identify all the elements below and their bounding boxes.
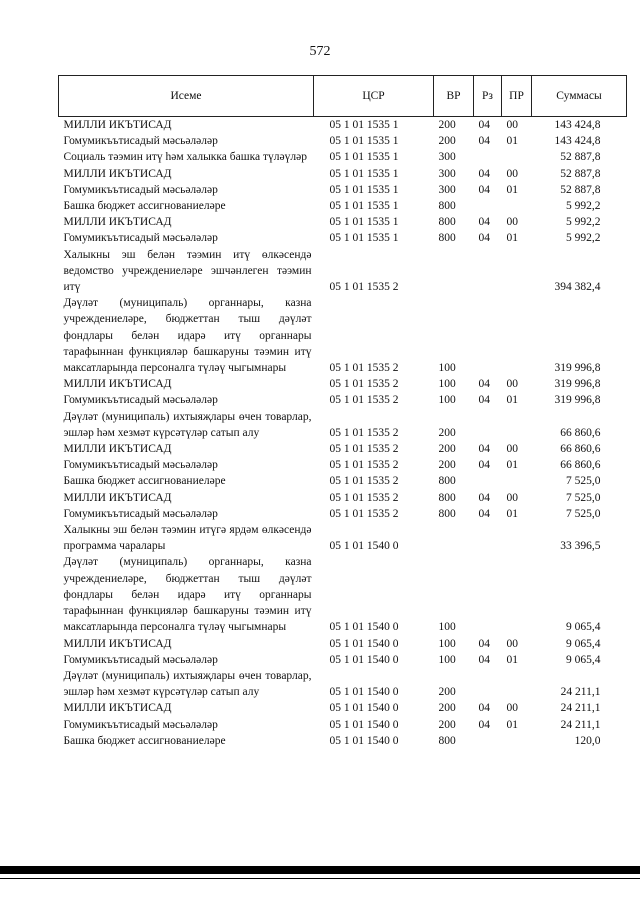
cell-vr: 200 [438, 686, 456, 699]
header-pr: ПР [502, 76, 532, 117]
cell-name: Дәүләт (муниципаль) органнары, казна учреждениеләре, бюджеттан тыш дәүләт фондлары белән идарә итү органнары тарафыннан функцияләр башкаруны тәэмин итү максатларында персоналга түләү чыгымнары [63, 556, 312, 634]
cell-sum: 9 065,4 [566, 621, 601, 634]
cell-csr: 05 1 01 1535 2 [329, 362, 399, 375]
cell-csr: 05 1 01 1535 2 [329, 443, 399, 456]
cell-vr: 800 [438, 491, 456, 504]
cell-csr: 05 1 01 1535 1 [329, 135, 399, 148]
cell-pr: 01 [506, 394, 518, 407]
table-row [59, 133, 627, 149]
cell-rz [474, 473, 502, 489]
cell-vr: 100 [438, 362, 456, 375]
cell-csr: 05 1 01 1535 1 [329, 232, 399, 245]
cell-vr [434, 522, 474, 554]
cell-csr: 05 1 01 1540 0 [329, 686, 399, 699]
cell-name: Социаль тәэмин итү һәм халыкка башка түләүләр [63, 151, 307, 164]
cell-name: Дәүләт (муниципаль) органнары, казна учреждениеләре, бюджеттан тыш дәүләт фондлары белән идарә итү органнары тарафыннан функцияләр башкаруны тәэмин итү максатларында персоналга түләү чыгымнары [63, 297, 312, 375]
table-row [59, 700, 627, 716]
table-row [59, 473, 627, 489]
cell-vr: 800 [438, 232, 456, 245]
header-name: Исеме [59, 76, 314, 117]
cell-vr: 100 [438, 653, 456, 666]
cell-sum: 5 992,2 [566, 200, 601, 213]
cell-vr: 100 [438, 637, 456, 650]
cell-name: МИЛЛИ ИКЪТИСАД [63, 119, 172, 131]
cell-rz: 04 [478, 507, 490, 520]
cell-csr: 05 1 01 1535 1 [329, 167, 399, 180]
cell-vr: 800 [438, 507, 456, 520]
cell-rz [474, 522, 502, 554]
cell-pr [502, 247, 532, 296]
cell-vr: 200 [438, 119, 456, 131]
table-row [59, 506, 627, 522]
cell-csr: 05 1 01 1535 2 [329, 491, 399, 504]
cell-pr: 01 [506, 507, 518, 520]
cell-sum: 24 211,1 [560, 702, 601, 715]
cell-vr: 800 [438, 200, 456, 213]
cell-rz [474, 149, 502, 165]
table-row [59, 522, 627, 554]
cell-csr: 05 1 01 1535 1 [329, 119, 399, 131]
cell-rz [474, 733, 502, 749]
table-row [59, 117, 627, 134]
cell-rz: 04 [478, 394, 490, 407]
cell-csr: 05 1 01 1540 0 [329, 540, 399, 553]
cell-csr: 05 1 01 1540 0 [329, 621, 399, 634]
cell-sum: 5 992,2 [566, 232, 601, 245]
cell-sum: 143 424,8 [554, 135, 601, 148]
cell-csr: 05 1 01 1540 0 [329, 734, 399, 747]
cell-vr: 200 [438, 702, 456, 715]
table-row [59, 733, 627, 749]
table-row [59, 668, 627, 700]
cell-pr: 00 [506, 637, 518, 650]
cell-pr [502, 522, 532, 554]
cell-vr [434, 247, 474, 296]
cell-name: Гомумикъътисадый мәсьәләләр [63, 653, 218, 666]
cell-vr: 800 [438, 475, 456, 488]
header-rz: Рз [474, 76, 502, 117]
cell-sum: 33 396,5 [560, 540, 601, 553]
table-header-row [59, 76, 627, 117]
table-row [59, 149, 627, 165]
table-row [59, 392, 627, 408]
cell-name: Гомумикъътисадый мәсьәләләр [63, 135, 218, 148]
budget-table [58, 75, 627, 749]
table-row [59, 376, 627, 392]
cell-vr: 200 [438, 426, 456, 439]
cell-csr: 05 1 01 1535 2 [329, 378, 399, 391]
bottom-border-thick [0, 866, 640, 874]
cell-pr: 00 [506, 702, 518, 715]
table-row [59, 409, 627, 441]
cell-rz [474, 668, 502, 700]
cell-vr: 100 [438, 378, 456, 391]
cell-pr: 01 [506, 183, 518, 196]
cell-sum: 52 887,8 [560, 151, 601, 164]
cell-csr: 05 1 01 1540 0 [329, 718, 399, 731]
cell-rz: 04 [478, 443, 490, 456]
cell-sum: 7 525,0 [566, 491, 601, 504]
cell-rz: 04 [478, 216, 490, 229]
cell-csr: 05 1 01 1535 2 [329, 459, 399, 472]
cell-name: Гомумикъътисадый мәсьәләләр [63, 232, 218, 245]
cell-sum: 24 211,1 [560, 686, 601, 699]
cell-name: МИЛЛИ ИКЪТИСАД [63, 216, 172, 229]
cell-name: Гомумикъътисадый мәсьәләләр [63, 394, 218, 407]
table-row [59, 230, 627, 246]
cell-pr: 00 [506, 443, 518, 456]
cell-vr: 300 [438, 151, 456, 164]
cell-pr [502, 473, 532, 489]
cell-sum: 7 525,0 [566, 475, 601, 488]
cell-name: Халыкны эш белән тәэмин итүгә ярдәм өлкәсендә программа чаралары [63, 524, 312, 553]
cell-name: Гомумикъътисадый мәсьәләләр [63, 718, 218, 731]
cell-sum: 66 860,6 [560, 426, 601, 439]
cell-csr: 05 1 01 1535 2 [329, 475, 399, 488]
cell-sum: 66 860,6 [560, 443, 601, 456]
cell-rz [474, 409, 502, 441]
table-row [59, 554, 627, 635]
cell-name: МИЛЛИ ИКЪТИСАД [63, 637, 172, 650]
cell-sum: 66 860,6 [560, 459, 601, 472]
cell-csr: 05 1 01 1540 0 [329, 637, 399, 650]
table-row [59, 214, 627, 230]
cell-vr: 200 [438, 459, 456, 472]
cell-rz: 04 [478, 491, 490, 504]
cell-rz: 04 [478, 167, 490, 180]
cell-name: МИЛЛИ ИКЪТИСАД [63, 167, 172, 180]
table-row [59, 295, 627, 376]
cell-rz [474, 247, 502, 296]
cell-csr: 05 1 01 1540 0 [329, 702, 399, 715]
cell-rz: 04 [478, 119, 490, 131]
cell-sum: 5 992,2 [566, 216, 601, 229]
cell-rz [474, 554, 502, 635]
budget-table-container [58, 75, 626, 749]
cell-csr: 05 1 01 1540 0 [329, 653, 399, 666]
cell-sum: 120,0 [574, 734, 601, 747]
table-row [59, 490, 627, 506]
cell-pr: 01 [506, 653, 518, 666]
cell-name: Гомумикъътисадый мәсьәләләр [63, 459, 218, 472]
cell-pr [502, 733, 532, 749]
table-row [59, 652, 627, 668]
cell-sum: 319 996,8 [554, 362, 601, 375]
cell-rz: 04 [478, 637, 490, 650]
table-row [59, 166, 627, 182]
table-row [59, 198, 627, 214]
cell-pr [502, 668, 532, 700]
cell-name: Дәүләт (муниципаль) ихтыяҗлары өчен товарлар, эшләр һәм хезмәт күрсәтүләр сатып алу [63, 669, 312, 699]
cell-rz: 04 [478, 135, 490, 148]
cell-rz: 04 [478, 653, 490, 666]
cell-csr: 05 1 01 1535 1 [329, 183, 399, 196]
cell-pr [502, 295, 532, 376]
cell-vr: 800 [438, 734, 456, 747]
cell-pr: 00 [506, 216, 518, 229]
table-row [59, 636, 627, 652]
cell-vr: 200 [438, 135, 456, 148]
cell-vr: 800 [438, 216, 456, 229]
cell-pr: 00 [506, 378, 518, 391]
cell-csr: 05 1 01 1535 1 [329, 200, 399, 213]
cell-sum: 52 887,8 [560, 167, 601, 180]
table-row [59, 182, 627, 198]
bottom-border-thin [0, 878, 640, 879]
cell-pr: 01 [506, 459, 518, 472]
cell-csr: 05 1 01 1535 2 [329, 426, 399, 439]
table-row [59, 457, 627, 473]
header-sum: Суммасы [532, 76, 627, 117]
table-row [59, 717, 627, 733]
cell-vr: 200 [438, 718, 456, 731]
page-number: 572 [309, 44, 331, 59]
cell-csr: 05 1 01 1535 2 [329, 281, 399, 294]
cell-sum: 319 996,8 [554, 378, 601, 391]
cell-pr [502, 554, 532, 635]
cell-pr: 01 [506, 232, 518, 245]
cell-csr: 05 1 01 1535 2 [329, 394, 399, 407]
cell-rz [474, 295, 502, 376]
cell-rz: 04 [478, 183, 490, 196]
cell-rz: 04 [478, 378, 490, 391]
cell-pr: 00 [506, 167, 518, 180]
table-row [59, 247, 627, 296]
cell-vr: 300 [438, 183, 456, 196]
cell-sum: 24 211,1 [560, 718, 601, 731]
cell-csr: 05 1 01 1535 1 [329, 216, 399, 229]
header-csr: ЦСР [314, 76, 434, 117]
cell-name: Башка бюджет ассигнованиеләре [63, 475, 226, 488]
cell-name: Гомумикъътисадый мәсьәләләр [63, 183, 218, 196]
cell-sum: 9 065,4 [566, 637, 601, 650]
cell-rz: 04 [478, 232, 490, 245]
cell-pr: 00 [506, 119, 518, 131]
cell-vr: 300 [438, 167, 456, 180]
cell-rz: 04 [478, 702, 490, 715]
cell-csr: 05 1 01 1535 2 [329, 507, 399, 520]
header-vr: ВР [434, 76, 474, 117]
cell-name: Башка бюджет ассигнованиеләре [63, 734, 226, 747]
cell-vr: 100 [438, 621, 456, 634]
table-body [59, 117, 627, 749]
cell-pr [502, 198, 532, 214]
cell-sum: 7 525,0 [566, 507, 601, 520]
cell-csr: 05 1 01 1535 1 [329, 151, 399, 164]
cell-name: Гомумикъътисадый мәсьәләләр [63, 507, 218, 520]
cell-pr: 01 [506, 718, 518, 731]
cell-vr: 200 [438, 443, 456, 456]
cell-rz: 04 [478, 459, 490, 472]
cell-pr: 00 [506, 491, 518, 504]
cell-name: Халыкны эш белән тәэмин итү өлкәсендә ведомство учреждениеләре эшчәнлеген тәэмин итү [63, 248, 312, 294]
cell-name: Дәүләт (муниципаль) ихтыяҗлары өчен товарлар, эшләр һәм хезмәт күрсәтүләр сатып алу [63, 410, 312, 439]
cell-sum: 319 996,8 [554, 394, 601, 407]
cell-sum: 9 065,4 [566, 653, 601, 666]
cell-rz [474, 198, 502, 214]
table-row [59, 441, 627, 457]
cell-name: Башка бюджет ассигнованиеләре [63, 200, 226, 213]
cell-name: МИЛЛИ ИКЪТИСАД [63, 702, 172, 715]
cell-name: МИЛЛИ ИКЪТИСАД [63, 491, 172, 504]
cell-name: МИЛЛИ ИКЪТИСАД [63, 443, 172, 456]
cell-sum: 52 887,8 [560, 183, 601, 196]
cell-name: МИЛЛИ ИКЪТИСАД [63, 378, 172, 391]
cell-pr: 01 [506, 135, 518, 148]
cell-sum: 143 424,8 [554, 119, 601, 131]
cell-pr [502, 409, 532, 441]
cell-rz: 04 [478, 718, 490, 731]
cell-vr: 100 [438, 394, 456, 407]
cell-pr [502, 149, 532, 165]
cell-sum: 394 382,4 [554, 281, 601, 294]
